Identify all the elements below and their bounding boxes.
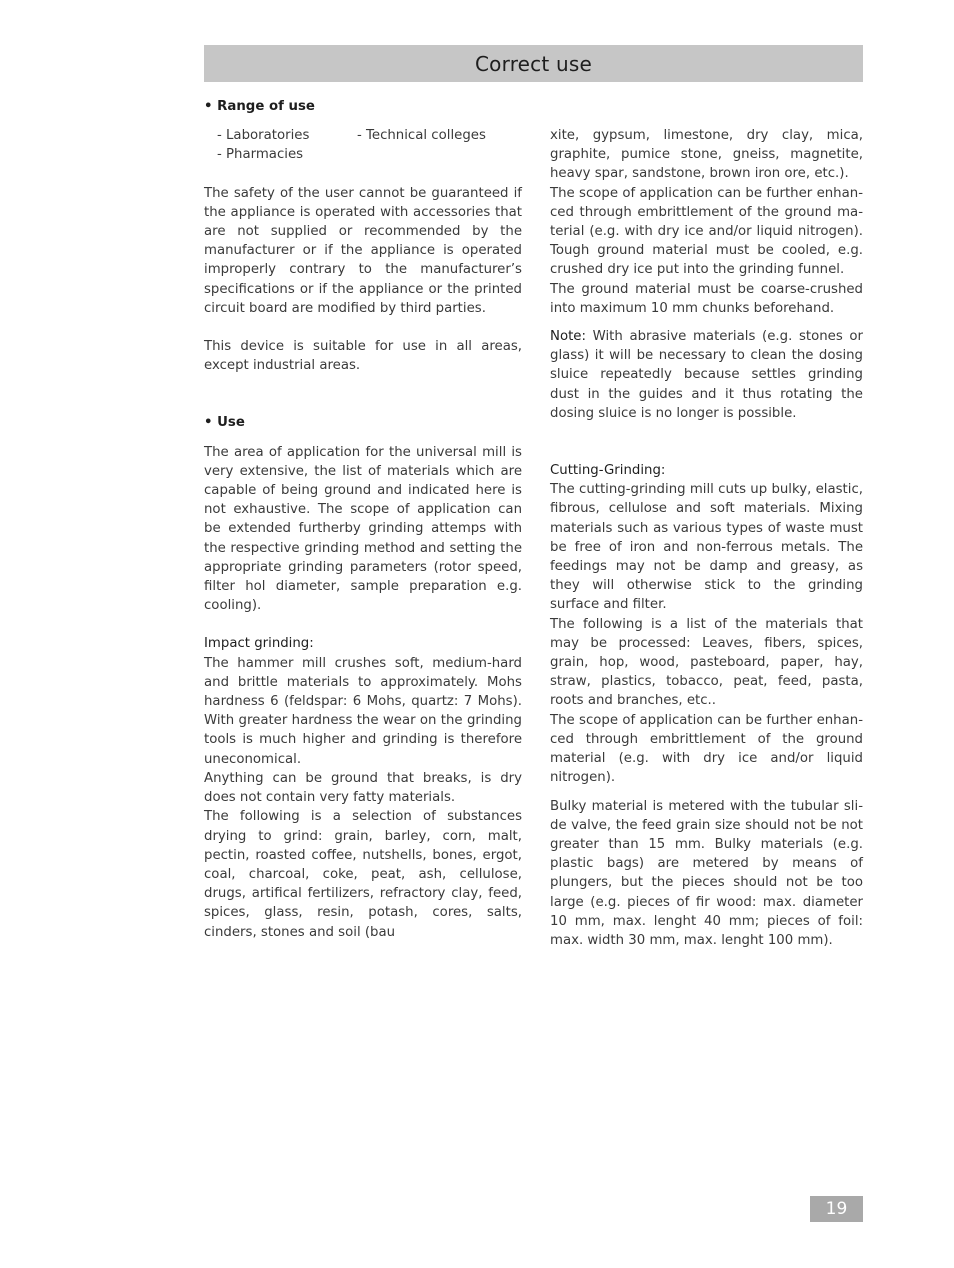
range-item-technical-colleges: - Technical colleges xyxy=(357,128,486,144)
range-of-use-heading: • Range of use xyxy=(204,99,315,114)
cutting-grinding-paragraph-1: The cutting-grinding mill cuts up bulky, elastic, fibrous, cellulose and soft materials. Mixing materials such as various types of waste must be free of iron and non-ferrous metals. The feedings may not be damp and greasy, as they will otherwise stick to the grinding surface and filter. xyxy=(550,482,863,613)
safety-paragraph: The safety of the user cannot be guaranteed if the appliance is operated with accessories that are not supplied or recommended by the manufacturer or if the appliance is operated improperly contrary to the manufacturer’s specifications or if the appliance or the printed circuit board are modified by third parties. xyxy=(204,185,522,316)
range-item-empty xyxy=(357,145,522,164)
note-text: With abrasive materials (e.g. stones or glass) it will be necessary to clean the dosing sluice repeatedly because settles grinding dust in the guides and it thus rotating the dosing sluice is no longer is possible. xyxy=(550,329,863,421)
suitable-areas-paragraph: This device is suitable for use in all areas, except industrial areas. xyxy=(204,339,522,374)
page-title: Correct use xyxy=(475,51,592,76)
left-column xyxy=(204,97,522,942)
range-item-laboratories: - Laboratories xyxy=(217,128,310,144)
section-header-bar xyxy=(204,45,863,82)
bulky-material-paragraph: Bulky material is metered with the tubular slide valve, the feed grain size should not be not greater than 15 mm. Bulky materials (e.g. plastic bags) are metered by means of plungers, but the pieces should not be too large (e.g. pieces of fir wood: max. diameter 10 mm, max. lenght 40 mm; pieces of foil: max. width 30 mm, max. lenght 100 mm). xyxy=(550,798,863,948)
impact-grinding-paragraph-2: Anything can be ground that breaks, is dry does not contain very fatty materials. xyxy=(204,770,522,806)
range-of-use-list xyxy=(217,126,522,164)
embrittlement-paragraph: The scope of application can be further enhanced through embrittlement of the ground material (e.g. with dry ice and/or liquid nitrogen). Tough ground material must be cooled, e.g. crushed dry ice put into the grinding funnel. xyxy=(550,185,863,278)
page-number: 19 xyxy=(825,1199,848,1219)
coarse-crush-paragraph: The ground material must be coarse-crushed into maximum 10 mm chunks beforehand. xyxy=(550,281,863,316)
cutting-grinding-paragraph-2: The following is a list of the materials that may be processed: Leaves, fibers, spices, grain, hop, wood, pasteboard, paper, hay, straw, plastics, tobacco, peat, feed, pasta, roots and branches, etc.. xyxy=(550,616,863,709)
note-paragraph xyxy=(550,327,863,423)
page-number-badge xyxy=(810,1196,863,1222)
impact-grinding-paragraph-1: The hammer mill crushes soft, medium-hard and brittle materials to approximately. Mohs hardness 6 (feldspar: 6 Mohs, quartz: 7 Mohs). With greater hardness the wear on the grinding tools is much higher and grinding is therefore uneconomical. xyxy=(204,655,522,767)
impact-grinding-heading: Impact grinding: xyxy=(204,636,314,652)
substances-continued-paragraph: xite, gypsum, limestone, dry clay, mica, graphite, pumice stone, gneiss, magnetite, heavy spar, sandstone, brown iron ore, etc.). xyxy=(550,128,863,182)
range-item-pharmacies: - Pharmacies xyxy=(217,147,304,163)
cutting-grinding-paragraph-3: The scope of application can be further enhanced through embrittlement of the ground material (e.g. with dry ice and/or liquid nitrogen). xyxy=(550,712,863,786)
use-heading: • Use xyxy=(204,415,245,431)
impact-grinding-paragraph-3: The following is a selection of substances drying to grind: grain, barley, corn, malt, pectin, roasted coffee, nutshells, bones, ergot, coal, charcoal, coke, peat, ash, cellulose, drugs, artifical fertilizers, refractory clay, feed, spices, glass, resin, potash, cores, salts, cinders, stones and soil (bau xyxy=(204,809,522,940)
right-column xyxy=(550,126,863,950)
cutting-grinding-heading: Cutting-Grinding: xyxy=(550,463,666,479)
use-paragraph: The area of application for the universal mill is very extensive, the list of materials which are capable of being ground and indicated here is not exhaustive. The scope of application can be extended furtherby grinding attemps with the respective grinding method and setting the appropriate grinding parameters (rotor speed, filter hol diameter, sample preparation e.g. cooling). xyxy=(204,444,522,614)
note-label: Note: xyxy=(550,329,586,345)
